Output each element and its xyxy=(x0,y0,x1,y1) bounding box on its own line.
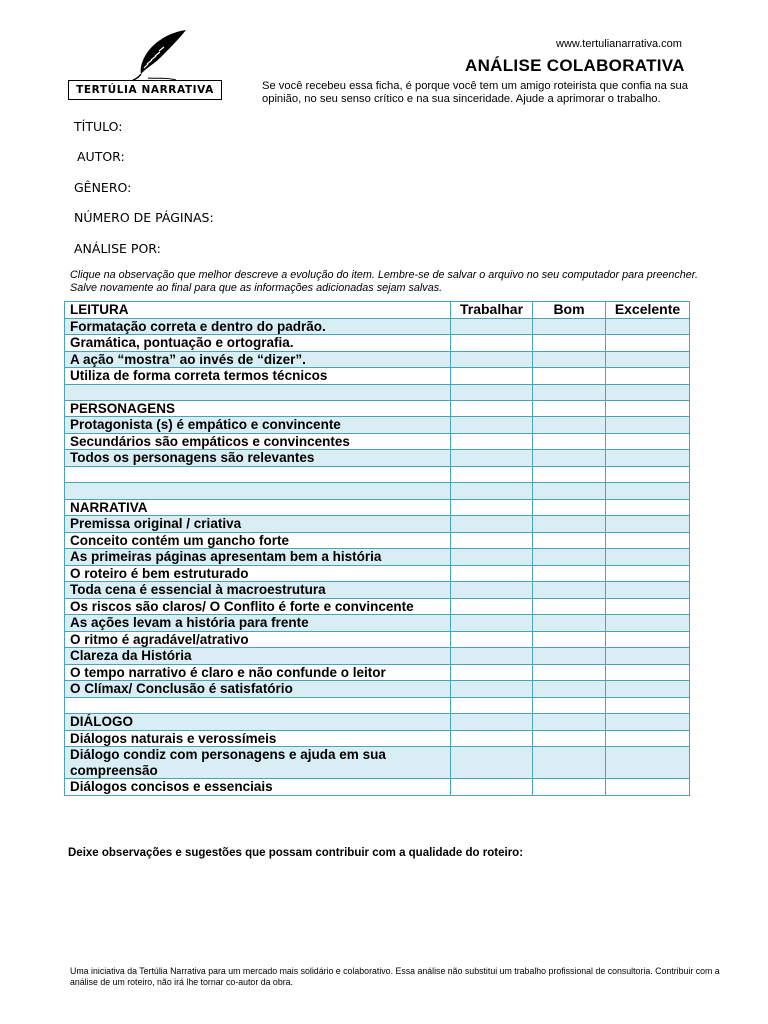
rating-cell[interactable] xyxy=(451,664,533,681)
feather-quill-icon xyxy=(130,28,190,84)
field-autor[interactable]: AUTOR: xyxy=(77,149,125,164)
rating-cell[interactable] xyxy=(533,747,606,779)
rating-cell[interactable] xyxy=(606,532,690,549)
rating-cell[interactable] xyxy=(533,400,606,417)
table-row xyxy=(65,714,690,731)
rating-cell[interactable] xyxy=(606,400,690,417)
comments-prompt: Deixe observações e sugestões que possam contribuir com a qualidade do roteiro: xyxy=(68,847,524,859)
field-numero-paginas[interactable]: NÚMERO DE PÁGINAS: xyxy=(74,210,214,225)
table-row xyxy=(65,417,690,434)
table-row xyxy=(65,516,690,533)
table-row xyxy=(65,466,690,482)
rating-cell[interactable] xyxy=(533,664,606,681)
column-header-1: Bom xyxy=(533,302,606,319)
criterion-label: O ritmo é agradável/atrativo xyxy=(65,631,451,648)
table-row xyxy=(65,400,690,417)
table-row xyxy=(65,631,690,648)
rating-cell[interactable] xyxy=(451,681,533,698)
rating-cell[interactable] xyxy=(606,779,690,796)
rating-cell[interactable] xyxy=(451,598,533,615)
criterion-label: Diálogo condiz com personagens e ajuda em sua compreensão xyxy=(65,747,451,779)
rating-cell[interactable] xyxy=(451,582,533,599)
rating-cell xyxy=(533,466,606,482)
criterion-label: O tempo narrativo é claro e não confunde o leitor xyxy=(65,664,451,681)
rating-cell[interactable] xyxy=(606,417,690,434)
rating-cell[interactable] xyxy=(451,499,533,516)
rating-cell[interactable] xyxy=(533,615,606,632)
footer-disclaimer: Uma iniciativa da Tertúlia Narrativa para um mercado mais solidário e colaborativo. Essa análise não substitui um trabalho profissional de consultoria. Contribuir com a análise de um roteiro, não irá lhe tornar co-autor da obra. xyxy=(70,966,720,987)
table-row xyxy=(65,384,690,400)
rating-cell[interactable] xyxy=(533,335,606,352)
criterion-label xyxy=(65,483,451,499)
rating-cell[interactable] xyxy=(533,499,606,516)
rating-cell[interactable] xyxy=(606,664,690,681)
rating-cell[interactable] xyxy=(606,549,690,566)
criterion-label: A ação “mostra” ao invés de “dizer”. xyxy=(65,351,451,368)
rating-cell xyxy=(451,384,533,400)
criterion-label: As primeiras páginas apresentam bem a história xyxy=(65,549,451,566)
rating-cell[interactable] xyxy=(533,598,606,615)
rating-cell[interactable] xyxy=(606,335,690,352)
field-titulo[interactable]: TÍTULO: xyxy=(74,119,123,134)
criterion-label: Gramática, pontuação e ortografia. xyxy=(65,335,451,352)
rating-cell[interactable] xyxy=(533,450,606,467)
rating-cell[interactable] xyxy=(606,648,690,665)
rating-cell[interactable] xyxy=(533,681,606,698)
rating-cell[interactable] xyxy=(451,648,533,665)
rating-cell[interactable] xyxy=(533,433,606,450)
rating-cell[interactable] xyxy=(606,714,690,731)
table-row xyxy=(65,697,690,713)
rating-cell[interactable] xyxy=(606,598,690,615)
rating-cell[interactable] xyxy=(606,499,690,516)
rating-cell[interactable] xyxy=(533,532,606,549)
table-row xyxy=(65,598,690,615)
criterion-label xyxy=(65,384,451,400)
criterion-label: Diálogos naturais e verossímeis xyxy=(65,730,451,747)
rating-cell[interactable] xyxy=(533,565,606,582)
rating-cell[interactable] xyxy=(606,681,690,698)
criterion-label: Conceito contém um gancho forte xyxy=(65,532,451,549)
rating-cell[interactable] xyxy=(451,779,533,796)
table-row xyxy=(65,351,690,368)
rating-cell[interactable] xyxy=(451,532,533,549)
criterion-label: Todos os personagens são relevantes xyxy=(65,450,451,467)
rating-cell xyxy=(606,697,690,713)
table-row xyxy=(65,681,690,698)
table-row xyxy=(65,483,690,499)
table-row xyxy=(65,549,690,566)
rating-cell[interactable] xyxy=(533,648,606,665)
rating-cell[interactable] xyxy=(451,368,533,385)
rating-cell[interactable] xyxy=(533,318,606,335)
criterion-label: Secundários são empáticos e convincentes xyxy=(65,433,451,450)
rating-cell[interactable] xyxy=(533,368,606,385)
rating-cell xyxy=(606,384,690,400)
rating-cell[interactable] xyxy=(451,335,533,352)
rating-cell[interactable] xyxy=(533,631,606,648)
rating-cell[interactable] xyxy=(451,351,533,368)
criterion-label: NARRATIVA xyxy=(65,499,451,516)
rating-cell xyxy=(533,483,606,499)
rating-cell[interactable] xyxy=(451,516,533,533)
criterion-label: O roteiro é bem estruturado xyxy=(65,565,451,582)
criterion-label xyxy=(65,466,451,482)
rating-cell xyxy=(451,483,533,499)
criterion-label: LEITURA xyxy=(65,302,451,319)
rating-cell[interactable] xyxy=(606,318,690,335)
rating-cell[interactable] xyxy=(606,747,690,779)
rating-cell[interactable] xyxy=(606,565,690,582)
rating-cell xyxy=(451,466,533,482)
rating-cell[interactable] xyxy=(451,615,533,632)
table-row xyxy=(65,335,690,352)
table-row xyxy=(65,747,690,779)
table-header-row xyxy=(65,302,690,319)
table-row xyxy=(65,779,690,796)
rating-cell[interactable] xyxy=(451,549,533,566)
table-row xyxy=(65,730,690,747)
criterion-label: Diálogos concisos e essenciais xyxy=(65,779,451,796)
rating-cell[interactable] xyxy=(606,450,690,467)
table-row xyxy=(65,368,690,385)
rating-cell xyxy=(451,697,533,713)
table-row xyxy=(65,648,690,665)
table-row xyxy=(65,664,690,681)
rating-cell[interactable] xyxy=(451,747,533,779)
intro-text: Se você recebeu essa ficha, é porque você tem um amigo roteirista que confia na sua opinião, no seu senso crítico e na sua sinceridade. Ajude a aprimorar o trabalho. xyxy=(262,80,688,105)
rating-cell[interactable] xyxy=(606,433,690,450)
rating-cell[interactable] xyxy=(606,615,690,632)
rating-cell xyxy=(533,697,606,713)
table-row xyxy=(65,565,690,582)
rating-cell xyxy=(606,466,690,482)
criterion-label xyxy=(65,697,451,713)
criterion-label: Protagonista (s) é empático e convincente xyxy=(65,417,451,434)
rating-cell[interactable] xyxy=(451,433,533,450)
criterion-label: As ações levam a história para frente xyxy=(65,615,451,632)
column-header-2: Excelente xyxy=(606,302,690,319)
table-row xyxy=(65,450,690,467)
rating-cell[interactable] xyxy=(606,582,690,599)
logo-wordmark: TERTÚLIA NARRATIVA xyxy=(68,80,222,100)
column-header-0: Trabalhar xyxy=(451,302,533,319)
rating-cell[interactable] xyxy=(451,450,533,467)
rating-cell[interactable] xyxy=(451,714,533,731)
rating-cell[interactable] xyxy=(533,549,606,566)
field-analise-por[interactable]: ANÁLISE POR: xyxy=(74,241,161,256)
criterion-label: Utiliza de forma correta termos técnicos xyxy=(65,368,451,385)
rating-cell[interactable] xyxy=(533,582,606,599)
criterion-label: PERSONAGENS xyxy=(65,400,451,417)
table-row xyxy=(65,318,690,335)
instructions-note: Clique na observação que melhor descreve a evolução do item. Lembre-se de salvar o arquivo no seu computador para preencher. Salve novamente ao final para que as informações adicionadas sejam salvas. xyxy=(70,269,698,294)
criterion-label: Toda cena é essencial à macroestrutura xyxy=(65,582,451,599)
rating-cell[interactable] xyxy=(606,368,690,385)
table-row xyxy=(65,615,690,632)
rating-cell[interactable] xyxy=(451,631,533,648)
rating-cell xyxy=(533,384,606,400)
criterion-label: Formatação correta e dentro do padrão. xyxy=(65,318,451,335)
table-row xyxy=(65,582,690,599)
rating-cell[interactable] xyxy=(606,351,690,368)
criterion-label: O Clímax/ Conclusão é satisfatório xyxy=(65,681,451,698)
rating-cell[interactable] xyxy=(451,318,533,335)
rating-cell[interactable] xyxy=(606,730,690,747)
rating-cell[interactable] xyxy=(533,779,606,796)
rating-cell[interactable] xyxy=(451,417,533,434)
rating-cell[interactable] xyxy=(451,565,533,582)
rating-cell xyxy=(606,483,690,499)
rating-cell[interactable] xyxy=(451,730,533,747)
field-genero[interactable]: GÊNERO: xyxy=(74,180,132,195)
rating-cell[interactable] xyxy=(533,714,606,731)
rating-cell[interactable] xyxy=(533,516,606,533)
rating-cell[interactable] xyxy=(451,400,533,417)
page-title: ANÁLISE COLABORATIVA xyxy=(465,56,685,75)
criterion-label: Clareza da História xyxy=(65,648,451,665)
criterion-label: Premissa original / criativa xyxy=(65,516,451,533)
evaluation-table xyxy=(64,301,690,796)
rating-cell[interactable] xyxy=(533,730,606,747)
criterion-label: Os riscos são claros/ O Conflito é forte e convincente xyxy=(65,598,451,615)
rating-cell[interactable] xyxy=(533,417,606,434)
table-row xyxy=(65,499,690,516)
table-row xyxy=(65,433,690,450)
website-link[interactable]: www.tertulianarrativa.com xyxy=(556,38,682,50)
rating-cell[interactable] xyxy=(606,516,690,533)
rating-cell[interactable] xyxy=(533,351,606,368)
criterion-label: DIÁLOGO xyxy=(65,714,451,731)
table-row xyxy=(65,532,690,549)
rating-cell[interactable] xyxy=(606,631,690,648)
